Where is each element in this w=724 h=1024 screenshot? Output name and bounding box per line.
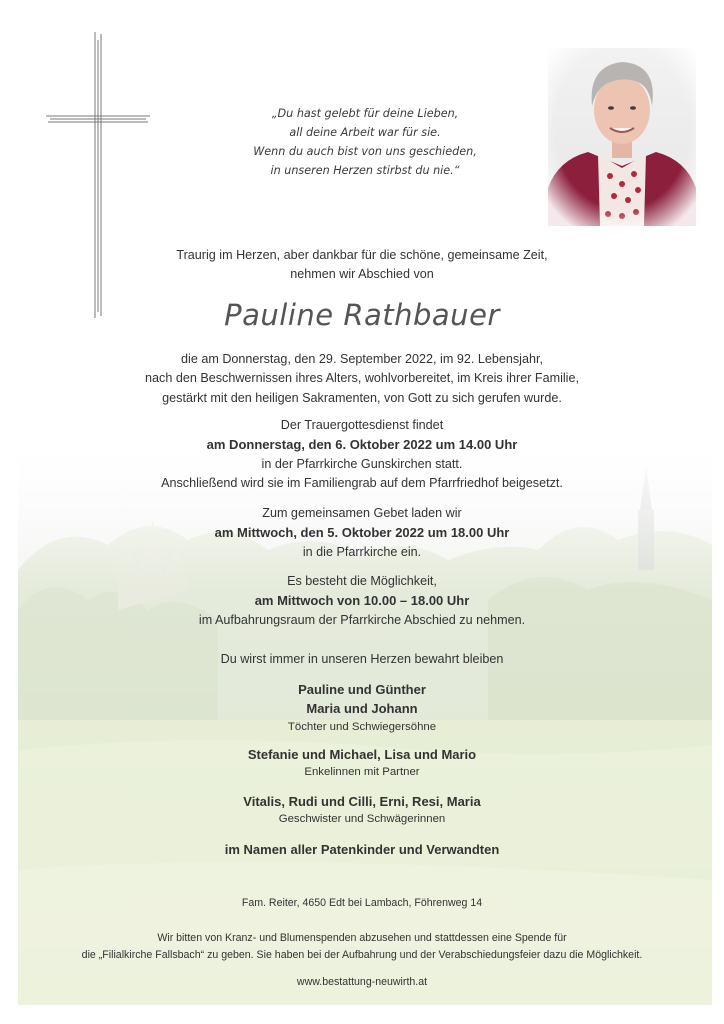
family-address: Fam. Reiter, 4650 Edt bei Lambach, Föhrenweg 14 bbox=[241, 897, 483, 909]
intro-line: Traurig im Herzen, aber dankbar für die schöne, gemeinsame Zeit, bbox=[176, 248, 548, 262]
quote-line: „Du hast gelebt für deine Lieben, bbox=[271, 107, 459, 120]
death-notice bbox=[20, 350, 704, 408]
funeral-service-date: am Donnerstag, den 6. Oktober 2022 um 14.00 Uhr bbox=[206, 437, 518, 453]
website-link[interactable]: www.bestattung-neuwirth.at bbox=[296, 976, 428, 988]
quote-line: Wenn du auch bist von uns geschieden, bbox=[253, 145, 477, 158]
deceased-name: Pauline Rathbauer bbox=[224, 298, 500, 332]
quote-line: in unseren Herzen stirbst du nie.“ bbox=[270, 164, 460, 177]
mourner-relation: Töchter und Schwiegersöhne bbox=[287, 720, 437, 733]
viewing-line: Es besteht die Möglichkeit, bbox=[287, 574, 437, 588]
viewing-line: im Aufbahrungsraum der Pfarrkirche Abschied zu nehmen. bbox=[198, 612, 526, 627]
intro-line: nehmen wir Abschied von bbox=[290, 267, 434, 282]
death-notice-line: gestärkt mit den heiligen Sakramenten, von Gott zu sich gerufen wurde. bbox=[162, 390, 562, 405]
mourners-group bbox=[20, 792, 704, 827]
intro-text bbox=[20, 246, 704, 285]
funeral-service-line: Anschließend wird sie im Familiengrab auf dem Pfarrfriedhof beigesetzt. bbox=[161, 476, 563, 491]
mourner-relation: Geschwister und Schwägerinnen bbox=[278, 813, 446, 826]
prayer-date: am Mittwoch, den 5. Oktober 2022 um 18.00 Uhr bbox=[214, 525, 510, 541]
viewing-time: am Mittwoch von 10.00 – 18.00 Uhr bbox=[254, 593, 470, 609]
mourner-names: Vitalis, Rudi und Cilli, Erni, Resi, Maria bbox=[243, 794, 481, 809]
prayer-line: Zum gemeinsamen Gebet laden wir bbox=[262, 506, 462, 520]
memorial-quote bbox=[230, 104, 500, 180]
viewing-notice bbox=[20, 572, 704, 630]
prayer-notice bbox=[20, 504, 704, 562]
prayer-line: in die Pfarrkirche ein. bbox=[302, 544, 422, 559]
donation-line: die „Filialkirche Fallsbach“ zu geben. Sie haben bei der Aufbahrung und der Verabschiedungsfeier dazu die Möglichkeit. bbox=[81, 949, 643, 961]
portrait-photo bbox=[548, 48, 696, 226]
donation-note bbox=[20, 930, 704, 964]
mourner-names: Pauline und Günther bbox=[298, 682, 426, 697]
funeral-service bbox=[20, 416, 704, 494]
mourner-names: Stefanie und Michael, Lisa und Mario bbox=[247, 747, 477, 762]
quote-line: all deine Arbeit war für sie. bbox=[289, 126, 441, 139]
mourners-group bbox=[20, 745, 704, 780]
donation-line: Wir bitten von Kranz- und Blumenspenden abzusehen und stattdessen eine Spende für bbox=[157, 932, 567, 944]
death-notice-line: die am Donnerstag, den 29. September 2022, im 92. Lebensjahr, bbox=[181, 352, 543, 366]
funeral-service-line: in der Pfarrkirche Gunskirchen statt. bbox=[261, 456, 463, 471]
mourners-group bbox=[20, 680, 704, 735]
funeral-service-line: Der Trauergottesdienst findet bbox=[280, 418, 444, 432]
remembrance-line: Du wirst immer in unseren Herzen bewahrt bleiben bbox=[220, 652, 504, 666]
mourner-relation: Enkelinnen mit Partner bbox=[304, 766, 420, 779]
death-notice-line: nach den Beschwernissen ihres Alters, wohlvorbereitet, im Kreis ihrer Familie, bbox=[145, 371, 579, 386]
others-line: im Namen aller Patenkinder und Verwandten bbox=[224, 842, 500, 857]
mourner-names: Maria und Johann bbox=[306, 701, 418, 717]
